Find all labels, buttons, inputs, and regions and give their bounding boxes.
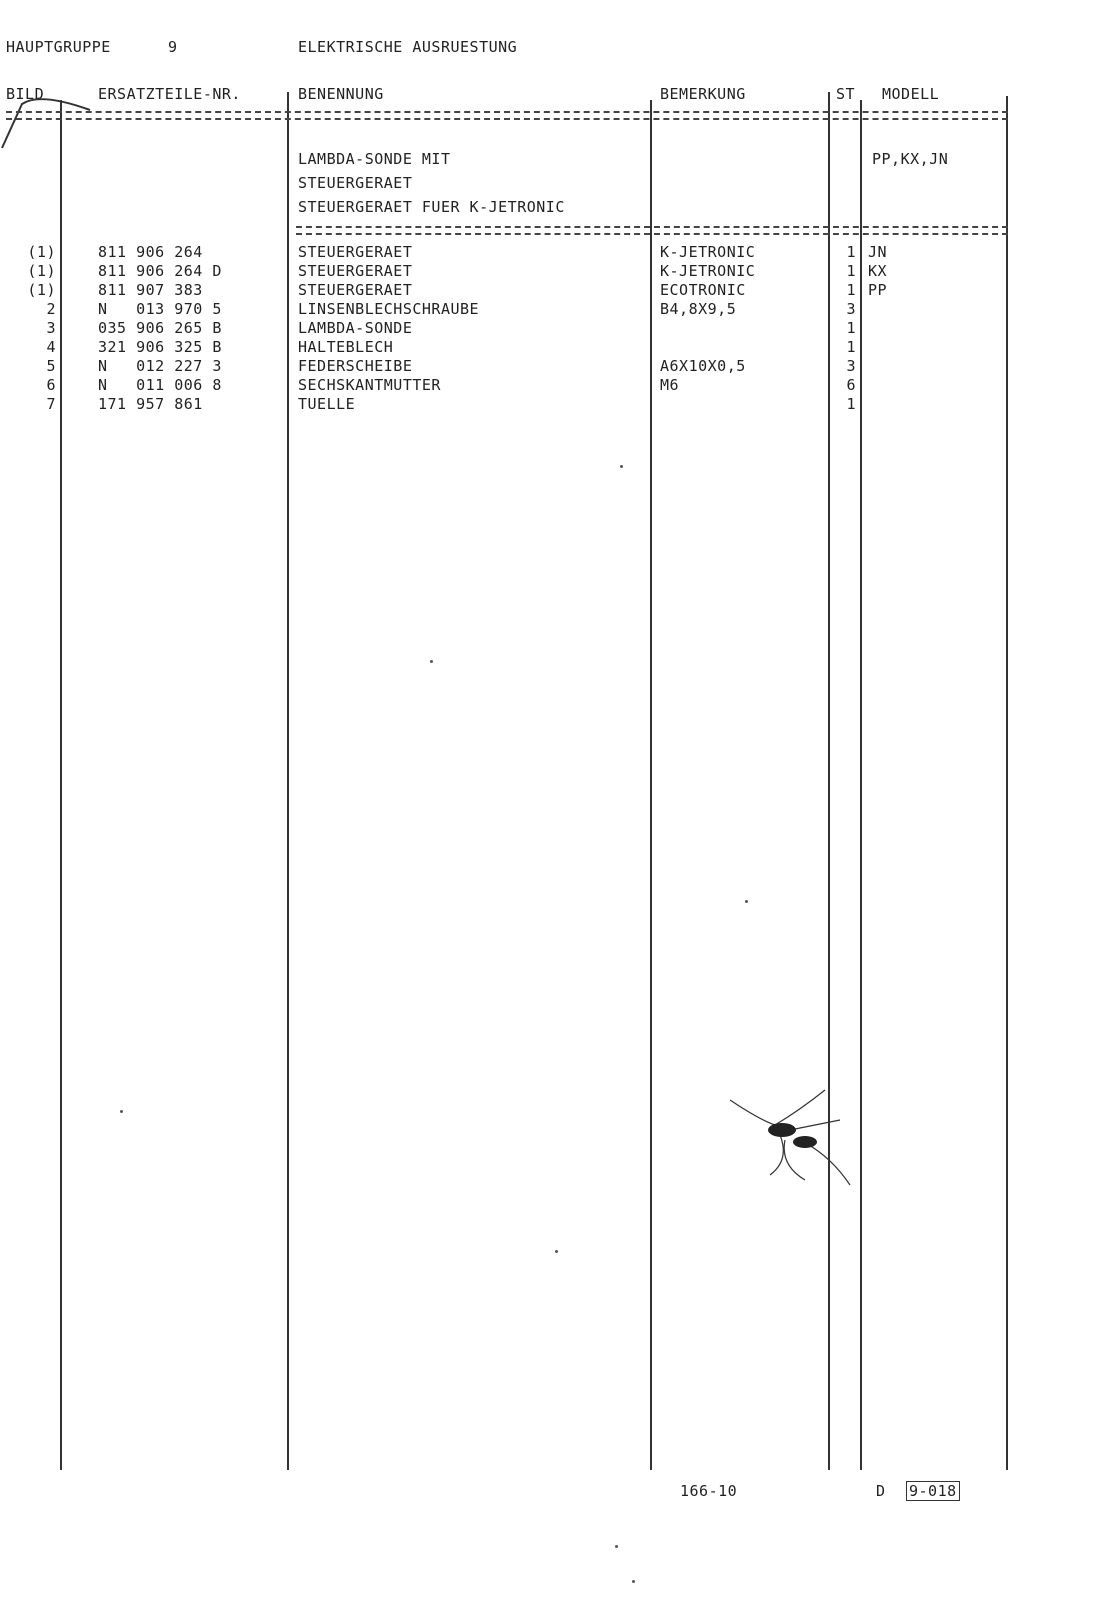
dust-speck	[120, 1110, 123, 1113]
row-part-number: 035 906 265 B	[98, 319, 222, 337]
language-code: D	[876, 1482, 886, 1500]
group-label: HAUPTGRUPPE	[6, 38, 111, 56]
dust-speck	[620, 465, 623, 468]
row-benennung: HALTEBLECH	[298, 338, 394, 356]
row-bild: (1)	[27, 281, 56, 299]
row-benennung: LINSENBLECHSCHRAUBE	[298, 300, 480, 318]
row-benennung: LAMBDA-SONDE	[298, 319, 413, 337]
row-st: 3	[846, 357, 856, 375]
row-benennung: TUELLE	[298, 395, 356, 413]
row-bild: (1)	[27, 262, 56, 280]
section-separator-bottom	[296, 233, 1008, 235]
col-ersatzteile: ERSATZTEILE-NR.	[98, 85, 241, 103]
row-bemerkung: M6	[660, 376, 680, 394]
row-modell: PP	[868, 281, 888, 299]
dust-speck	[615, 1545, 618, 1548]
dust-speck	[555, 1250, 558, 1253]
dust-speck	[430, 660, 433, 663]
row-st: 6	[846, 376, 856, 394]
col-modell: MODELL	[882, 85, 940, 103]
group-title: ELEKTRISCHE AUSRUESTUNG	[298, 38, 518, 56]
row-bemerkung: A6X10X0,5	[660, 357, 746, 375]
page-code: 9-018	[906, 1481, 960, 1501]
row-bemerkung: K-JETRONIC	[660, 262, 756, 280]
row-benennung: FEDERSCHEIBE	[298, 357, 413, 375]
row-bemerkung: ECOTRONIC	[660, 281, 746, 299]
row-part-number: 811 906 264	[98, 243, 203, 261]
page-reference: 166-10	[680, 1482, 738, 1500]
row-bild: 7	[46, 395, 56, 413]
group-number: 9	[168, 38, 178, 56]
row-bild: 4	[46, 338, 56, 356]
header-separator-top	[6, 111, 1008, 113]
row-st: 1	[846, 338, 856, 356]
col-bemerkung: BEMERKUNG	[660, 85, 746, 103]
row-part-number: 811 907 383	[98, 281, 203, 299]
row-part-number: N 012 227 3	[98, 357, 222, 375]
row-benennung: STEUERGERAET	[298, 243, 413, 261]
row-st: 1	[846, 262, 856, 280]
header-separator-bottom	[6, 118, 1008, 120]
row-bild: 5	[46, 357, 56, 375]
row-modell: KX	[868, 262, 888, 280]
row-st: 1	[846, 319, 856, 337]
row-part-number: N 011 006 8	[98, 376, 222, 394]
col-divider-st	[860, 100, 862, 1470]
section-title-line-3: STEUERGERAET FUER K-JETRONIC	[298, 198, 565, 216]
row-st: 1	[846, 243, 856, 261]
row-part-number: 321 906 325 B	[98, 338, 222, 356]
row-benennung: STEUERGERAET	[298, 262, 413, 280]
section-separator-top	[296, 226, 1008, 228]
col-st: ST	[836, 85, 856, 103]
row-bild: 2	[46, 300, 56, 318]
row-benennung: STEUERGERAET	[298, 281, 413, 299]
row-part-number: N 013 970 5	[98, 300, 222, 318]
section-modell: PP,KX,JN	[872, 150, 949, 168]
row-st: 1	[846, 281, 856, 299]
col-divider-bild	[60, 100, 62, 1470]
row-bild: 3	[46, 319, 56, 337]
row-st: 1	[846, 395, 856, 413]
dust-speck	[632, 1580, 635, 1583]
row-bild: 6	[46, 376, 56, 394]
row-modell: JN	[868, 243, 888, 261]
row-st: 3	[846, 300, 856, 318]
row-benennung: SECHSKANTMUTTER	[298, 376, 441, 394]
row-bemerkung: B4,8X9,5	[660, 300, 737, 318]
section-title-line-1: LAMBDA-SONDE MIT	[298, 150, 451, 168]
page-code-wrap	[906, 1482, 960, 1500]
row-bemerkung: K-JETRONIC	[660, 243, 756, 261]
col-divider-benennung	[650, 100, 652, 1470]
pen-mark	[0, 90, 100, 150]
row-part-number: 811 906 264 D	[98, 262, 222, 280]
col-divider-nr	[287, 92, 289, 1470]
row-part-number: 171 957 861	[98, 395, 203, 413]
row-bild: (1)	[27, 243, 56, 261]
col-benennung: BENENNUNG	[298, 85, 384, 103]
col-bild: BILD	[6, 85, 45, 103]
section-title-line-2: STEUERGERAET	[298, 174, 413, 192]
debris-mark	[720, 1080, 860, 1190]
dust-speck	[745, 900, 748, 903]
col-divider-modell	[1006, 96, 1008, 1470]
